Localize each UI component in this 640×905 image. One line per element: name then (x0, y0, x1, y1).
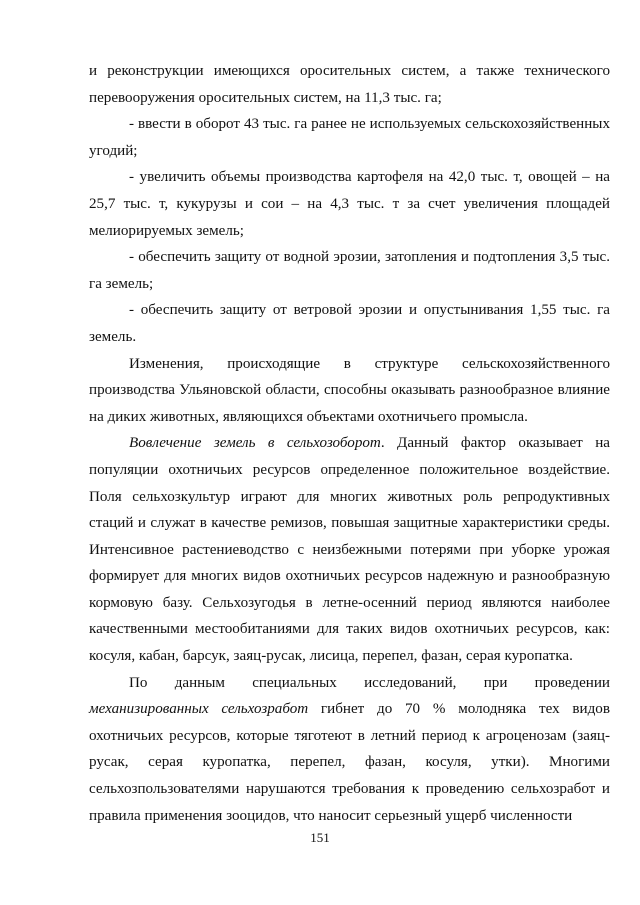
italic-term: механизированных сельхозработ (89, 701, 309, 718)
paragraph-text: - обеспечить защиту от ветровой эрозии и опустынивания 1,55 тыс. га земель. (89, 302, 610, 345)
paragraph-lead: По данным специальных исследований, при проведении (129, 674, 610, 691)
paragraph-mechanized-works (89, 670, 610, 830)
paragraph-continuation (89, 58, 610, 111)
list-item-wind-erosion (89, 297, 610, 350)
paragraph-text: - обеспечить защиту от водной эрозии, затопления и подтопления 3,5 тыс. га земель; (89, 249, 610, 292)
page-number: 151 (310, 830, 330, 845)
paragraph-text: гибнет до 70 % молодняка тех видов охотничьих ресурсов, которые тяготеют в летний период к агроценозам (заяц-русак, серая куропатка, перепел, фазан, косуля, утки). Многими сельхозпользователями нарушаются требования к проведению сельхозработ и правила применения зооцидов, что наносит серьезный ущерб численности (89, 701, 610, 824)
body-text (89, 58, 610, 829)
italic-term: Вовлечение земель в сельхозоборот (129, 435, 381, 452)
paragraph-land-involvement (89, 430, 610, 669)
paragraph-text: Изменения, происходящие в структуре сельскохозяйственного производства Ульяновской области, способны оказывать разнообразное влияние на диких животных, являющихся объектами охотничьего промысла. (89, 355, 610, 425)
paragraph-text: и реконструкции имеющихся оросительных систем, а также технического перевооружения оросительных систем, на 11,3 тыс. га; (89, 63, 610, 106)
paragraph-text: - увеличить объемы производства картофеля на 42,0 тыс. т, овощей – на 25,7 тыс. т, кукурузы и сои – на 4,3 тыс. т за счет увеличения площадей мелиорируемых земель; (89, 169, 610, 239)
paragraph-changes (89, 351, 610, 431)
list-item-input-lands (89, 111, 610, 164)
paragraph-text: - ввести в оборот 43 тыс. га ранее не используемых сельскохозяйственных угодий; (89, 116, 610, 159)
paragraph-text: . Данный фактор оказывает на популяции охотничьих ресурсов определенное положительное воздействие. Поля сельхозкультур играют для многих животных роль репродуктивных стаций и служат в качестве ремизов, повышая защитные характеристики среды. Интенсивное растениеводство с неизбежными потерями при уборке урожая формирует для многих видов охотничьих ресурсов надежную и разнообразную кормовую базу. Сельхозугодья в летне-осенний период являются наиболее качественными местообитаниями для таких видов охотничьих ресурсов, как: косуля, кабан, барсук, заяц-русак, лисица, перепел, фазан, серая куропатка. (89, 435, 610, 665)
list-item-water-erosion (89, 244, 610, 297)
list-item-increase-production (89, 164, 610, 244)
